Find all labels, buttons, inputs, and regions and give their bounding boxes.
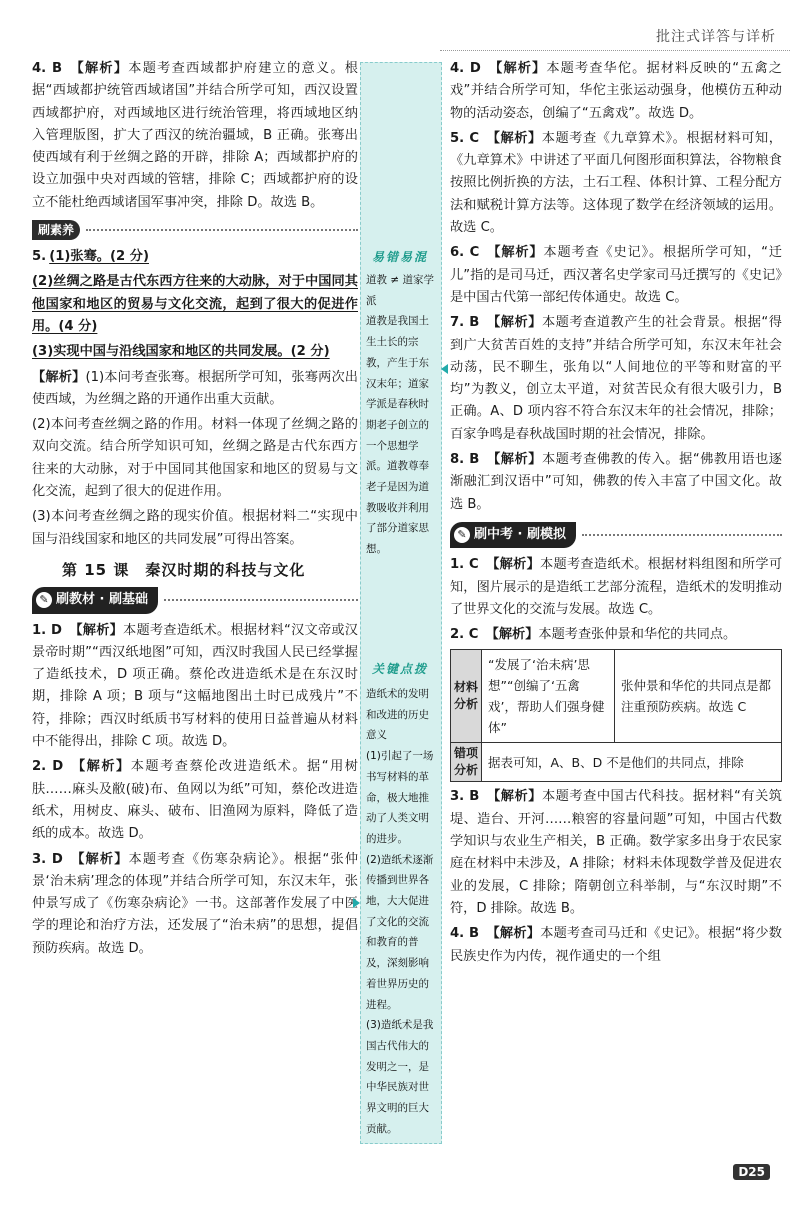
answer-number: 5. C <box>450 130 480 146</box>
analysis-tag: 【解析】 <box>69 622 124 638</box>
header-title: 批注式详答与详析 <box>656 29 776 45</box>
answer-number: 4. D <box>450 61 481 76</box>
left-column <box>32 58 358 963</box>
answer-number: 1. C <box>450 557 479 573</box>
section-bar-basic <box>32 587 358 613</box>
table-cell: 张仲景和华佗的共同点是都注重预防疾病。故选 C <box>615 650 782 743</box>
section-label: 刷教材 · 刷基础 <box>56 592 148 608</box>
q5-analysis-3 <box>32 506 358 551</box>
answer-text: 本题考查西域都护府建立的意义。根据“西域都护统管西域诸国”并结合所学可知，西汉设置西域都护府，对西域地区进行统治管理，将西域地区纳入管理版图，扩大了西汉的统治疆域，B 正确。张骞出使西域有利于丝绸之路的开辟，排除 A；西域都护府的设立加强中央对西域的管辖，排除 C；西域都护府的设立不能杜绝西域诸国军事冲突，排除 D。故选 B。 <box>32 61 358 210</box>
note-heading-confusion: 易错易混 <box>371 250 428 264</box>
answer-text: 本题考查《伤寒杂病论》。根据“张仲景‘治未病’理念的体现”并结合所学可知，东汉末年，张仲景写成了《伤寒杂病论》一书。这部著作发展了中医学的理论和治疗方法，还发展了“治未病”的思想，提倡预防疾病。故选 D。 <box>32 851 359 956</box>
answer-number: 2. D <box>32 759 64 775</box>
answer-number: 7. B <box>450 315 480 331</box>
answer-item <box>450 786 782 920</box>
analysis-tag: 【解析】 <box>487 789 542 805</box>
answer-text: 本题考查造纸术。根据材料组图和所学可知，图片展示的是造纸工艺部分流程，造纸术的发明推动了世界文化的交流与发展。故选 C。 <box>450 557 783 617</box>
answer-text: 本题考查《史记》。根据所学可知，“迁儿”指的是司马迁，西汉著名史学家司马迁撰写的《史记》是中国古代第一部纪传体通史。故选 C。 <box>450 245 782 305</box>
answer-key-text: (1)张骞。(2 分) <box>49 249 149 265</box>
analysis-tag: 【解析】 <box>70 61 129 76</box>
lesson-title: 第 15 课 秦汉时期的科技与文化 <box>62 560 306 579</box>
analysis-tag: 【解析】 <box>487 452 542 468</box>
section-badge <box>450 522 576 548</box>
answer-text: 本题考查中国古代科技。据材料“有关筑堤、造台、开河……粮窖的容量问题”可知，中国古代数学知识与农业生产相关，B 正确。数学家多出身于农民家庭在材料中未涉及，A 排除；材料未体现数学普及促进农业的发展，C 排除；隋朝创立科举制，与“东汉时期”不符，D 排除。故选 B。 <box>450 789 782 916</box>
analysis-tag: 【解析】 <box>486 557 541 573</box>
dotted-rule <box>582 534 782 536</box>
answer-item <box>32 756 358 845</box>
section-label: 刷中考 · 刷模拟 <box>474 526 566 542</box>
answer-number: 4. B <box>450 926 480 942</box>
answer-item <box>450 58 782 125</box>
analysis-table <box>450 649 782 782</box>
page-number: D25 <box>733 1164 770 1180</box>
suyang-bar <box>32 220 358 240</box>
answer-item <box>450 554 782 621</box>
answer-number: 4. B <box>32 61 63 76</box>
dotted-rule <box>164 599 358 601</box>
analysis-tag: 【解析】 <box>486 130 542 146</box>
analysis-tag: 【解析】 <box>32 369 86 385</box>
answer-key-text: (2)丝绸之路是古代东西方往来的大动脉，对于中国同其他国家和地区的贸易与文化交流，起到了很大的促进作用。(4 分) <box>32 274 358 334</box>
table-label: 材料分析 <box>451 650 482 743</box>
note-body-confusion: 道教 ≠ 道家学派 道教是我国土生土长的宗教，产生于东汉末年；道家学派是春秋时期老子创立的一个思想学派。道教尊奉老子是因为道教吸收并利用了部分道家思想。 <box>366 274 434 556</box>
pointer-arrow-icon <box>441 364 448 374</box>
answer-number: 3. D <box>32 851 63 867</box>
analysis-tag: 【解析】 <box>71 851 129 867</box>
dotted-rule <box>86 229 358 231</box>
section-bar-exam <box>450 522 782 548</box>
answer-number: 2. C <box>450 627 479 643</box>
answer-item <box>32 58 358 214</box>
analysis-text: (3)本问考查丝绸之路的现实价值。根据材料二“实现中国与沿线国家和地区的共同发展”可得出答案。 <box>32 509 358 547</box>
q5-answer-1 <box>32 246 358 268</box>
answer-item <box>450 624 782 646</box>
answer-text: 本题考查司马迁和《史记》。根据“将少数民族史作为内传，视作通史的一个组 <box>450 926 782 964</box>
answer-number: 8. B <box>450 452 480 468</box>
table-row <box>451 650 782 743</box>
answer-item <box>450 923 782 968</box>
q5-analysis-2 <box>32 414 358 503</box>
note-body-keypoint: 造纸术的发明和改进的历史意义 (1)引起了一场书写材料的革命，极大地推动了人类文明的进步。 (2)造纸术逐渐传播到世界各地，大大促进了文化的交流和教育的普及，深刻影响着世界历史的进程。 (3)造纸术是我国古代伟大的发明之一，是中华民族对世界文明的巨大贡献。 <box>366 688 434 1135</box>
answer-text: 本题考查佛教的传入。据“佛教用语也逐渐融汇到汉语中”可知，佛教的传入丰富了中国文化。故选 B。 <box>450 452 782 512</box>
answer-text: 本题考查《九章算术》。根据材料可知，《九章算术》中讲述了平面几何图形面积算法，谷物粮食按照比例折换的方法，土石工程、体积计算、工程分配方法和赋税计算方法等。这体现了数学在经济领域的运用。故选 C。 <box>450 130 782 236</box>
answer-text: 本题考查蔡伦改进造纸术。据“用树肤……麻头及敝(破)布、鱼网以为纸”可知，蔡伦改进造纸术，用树皮、麻头、破布、旧渔网为原料，降低了造纸的成本。故选 D。 <box>32 759 358 842</box>
answer-number: 6. C <box>450 245 480 261</box>
note-heading-keypoint: 关键点拨 <box>371 662 428 676</box>
brush-icon: ✎ <box>454 527 470 543</box>
answer-item <box>450 128 782 239</box>
analysis-tag: 【解析】 <box>486 926 541 942</box>
answer-number: 3. B <box>450 789 480 805</box>
answer-number: 5. <box>32 249 47 265</box>
header-divider <box>440 50 790 51</box>
suyang-badge: 刷素养 <box>32 220 80 240</box>
analysis-tag: 【解析】 <box>489 61 547 76</box>
q5-answer-3 <box>32 341 358 363</box>
answer-item <box>32 849 358 960</box>
brush-icon: ✎ <box>36 592 52 608</box>
answer-text: 本题考查华佗。据材料反映的“五禽之戏”并结合所学可知，华佗主张运动强身，他模仿五种动物的活动姿态，创编了“五禽戏”。故选 D。 <box>450 61 782 121</box>
answer-text: 本题考查造纸术。根据材料“汉文帝或汉景帝时期”“西汉纸地图”可知，西汉时我国人民已经掌握了造纸技术，D 项正确。蔡伦改进造纸术是在东汉时期，排除 A 项；B 项与“这幅地图出土时已成残片”不符，排除；西汉时纸质书写材料的使用日益普遍从材料中不能得出，排除 C 项。故选 D。 <box>32 622 358 750</box>
q5-analysis-1 <box>32 367 358 412</box>
table-cell: “发展了‘治未病’思想”“创编了‘五禽戏’，帮助人们强身健体” <box>482 650 615 743</box>
table-label: 错项分析 <box>451 743 482 782</box>
right-column <box>450 58 782 971</box>
q5-answer-2 <box>32 271 358 338</box>
analysis-tag: 【解析】 <box>71 759 131 775</box>
answer-key-text: (3)实现中国与沿线国家和地区的共同发展。(2 分) <box>32 344 330 360</box>
analysis-tag: 【解析】 <box>485 627 539 643</box>
answer-text: 本题考查张仲景和华佗的共同点。 <box>538 627 737 643</box>
table-row <box>451 743 782 782</box>
answer-number: 1. D <box>32 622 62 638</box>
section-badge <box>32 587 158 613</box>
answer-item <box>32 620 358 754</box>
table-cell: 据表可知，A、B、D 不是他们的共同点，排除 <box>482 743 782 782</box>
answer-item <box>450 312 782 446</box>
analysis-text: (2)本问考查丝绸之路的作用。材料一体现了丝绸之路的双向交流。结合所学知识可知，丝绸之路是古代东西方往来的大动脉，对于中国同其他国家和地区的贸易与文化交流，起到了很大的促进作用。 <box>32 417 358 500</box>
analysis-tag: 【解析】 <box>487 315 542 331</box>
pointer-arrow-icon <box>353 898 360 908</box>
analysis-text: (1)本问考查张骞。根据所学可知，张骞两次出使西域，为丝绸之路的开通作出重大贡献。 <box>32 369 358 407</box>
answer-text: 本题考查道教产生的社会背景。根据“得到广大贫苦百姓的支持”并结合所学可知，东汉末年社会动荡，民不聊生，张角以“人间地位的平等和财富的平均”为教义，创立太平道，对贫苦民众有很大吸引力，B 正确。A、D 项内容不符合东汉末年的社会情况，排除；百家争鸣是春秋战国时期的社会情况，排除。 <box>450 315 782 442</box>
answer-item <box>450 242 782 309</box>
answer-item <box>450 449 782 516</box>
analysis-tag: 【解析】 <box>487 245 544 261</box>
